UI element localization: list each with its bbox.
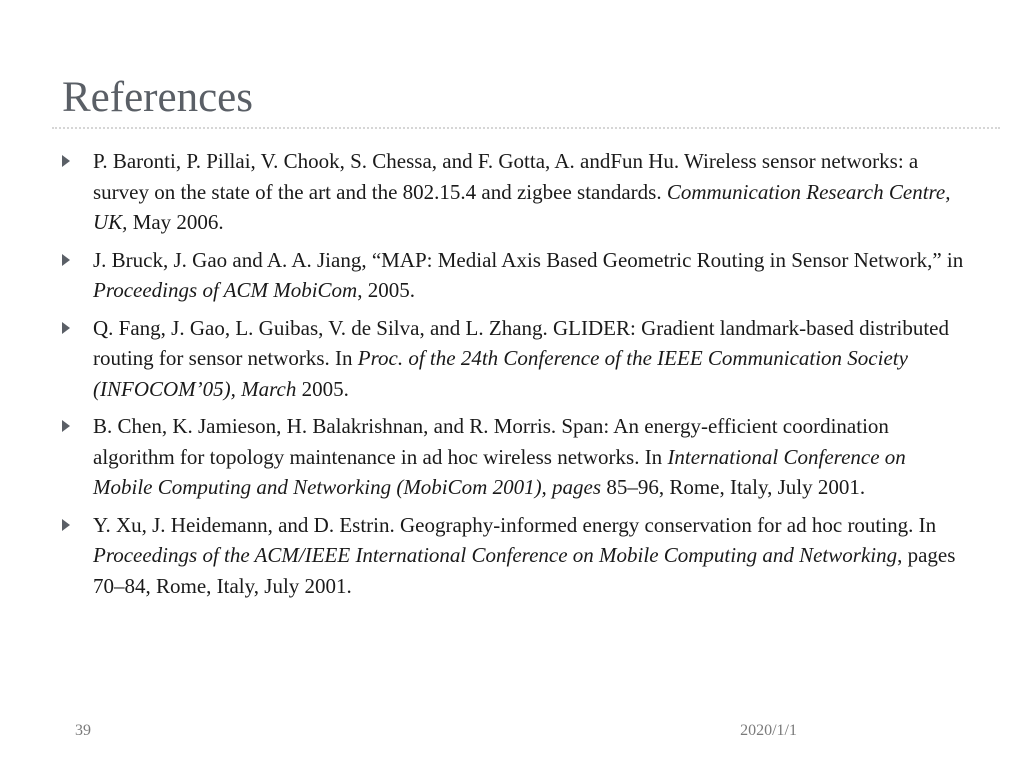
triangle-bullet-icon — [62, 420, 70, 432]
triangle-bullet-icon — [62, 519, 70, 531]
slide-date: 2020/1/1 — [740, 722, 797, 739]
reference-item — [60, 510, 970, 602]
reference-date: 2005. — [296, 376, 349, 401]
reference-date: , pages 70–84, Rome, Italy, July 2001. — [93, 543, 956, 598]
reference-text: B. Chen, K. Jamieson, H. Balakrishnan, and R. Morris. Span: An energy-efficient coordination algorithm for topology maintenance in ad hoc wireless networks. In — [93, 414, 889, 469]
reference-venue: Proceedings of ACM MobiCom — [93, 278, 358, 302]
reference-text: J. Bruck, J. Gao and A. A. Jiang, “MAP: Medial Axis Based Geometric Routing in Sensor Network,” in — [93, 247, 964, 272]
slide-title: References — [62, 74, 253, 121]
reference-date: May 2006. — [127, 210, 224, 234]
reference-venue: Communication Research Centre, UK, — [93, 179, 951, 234]
reference-text: P. Baronti, P. Pillai, V. Chook, S. Chessa, and F. Gotta, A. andFun Hu. Wireless sensor networks: a survey on the state of the art and the 802.15.4 and zigbee standards. — [93, 149, 919, 204]
reference-text: Y. Xu, J. Heidemann, and D. Estrin. Geography-informed energy conservation for ad hoc routing. In — [93, 512, 937, 537]
reference-venue: Proc. of the 24th Conference of the IEEE Communication Society (INFOCOM’05), March — [93, 346, 908, 401]
reference-date: , 2005. — [357, 278, 415, 302]
reference-item — [60, 245, 970, 306]
reference-list — [60, 146, 970, 608]
title-divider — [52, 127, 1000, 129]
triangle-bullet-icon — [62, 254, 70, 266]
reference-text: Q. Fang, J. Gao, L. Guibas, V. de Silva, and L. Zhang. GLIDER: Gradient landmark-based distributed routing for sensor networks. In — [93, 315, 949, 370]
reference-venue: Proceedings of the ACM/IEEE International Conference on Mobile Computing and Networking — [93, 543, 898, 567]
reference-item — [60, 313, 970, 405]
reference-date: 85–96, Rome, Italy, July 2001. — [601, 475, 866, 499]
reference-venue: International Conference on Mobile Computing and Networking (MobiCom 2001), pages — [93, 444, 906, 499]
reference-item — [60, 411, 970, 503]
reference-item — [60, 146, 970, 238]
triangle-bullet-icon — [62, 155, 70, 167]
slide-page-number: 39 — [75, 722, 91, 739]
triangle-bullet-icon — [62, 322, 70, 334]
